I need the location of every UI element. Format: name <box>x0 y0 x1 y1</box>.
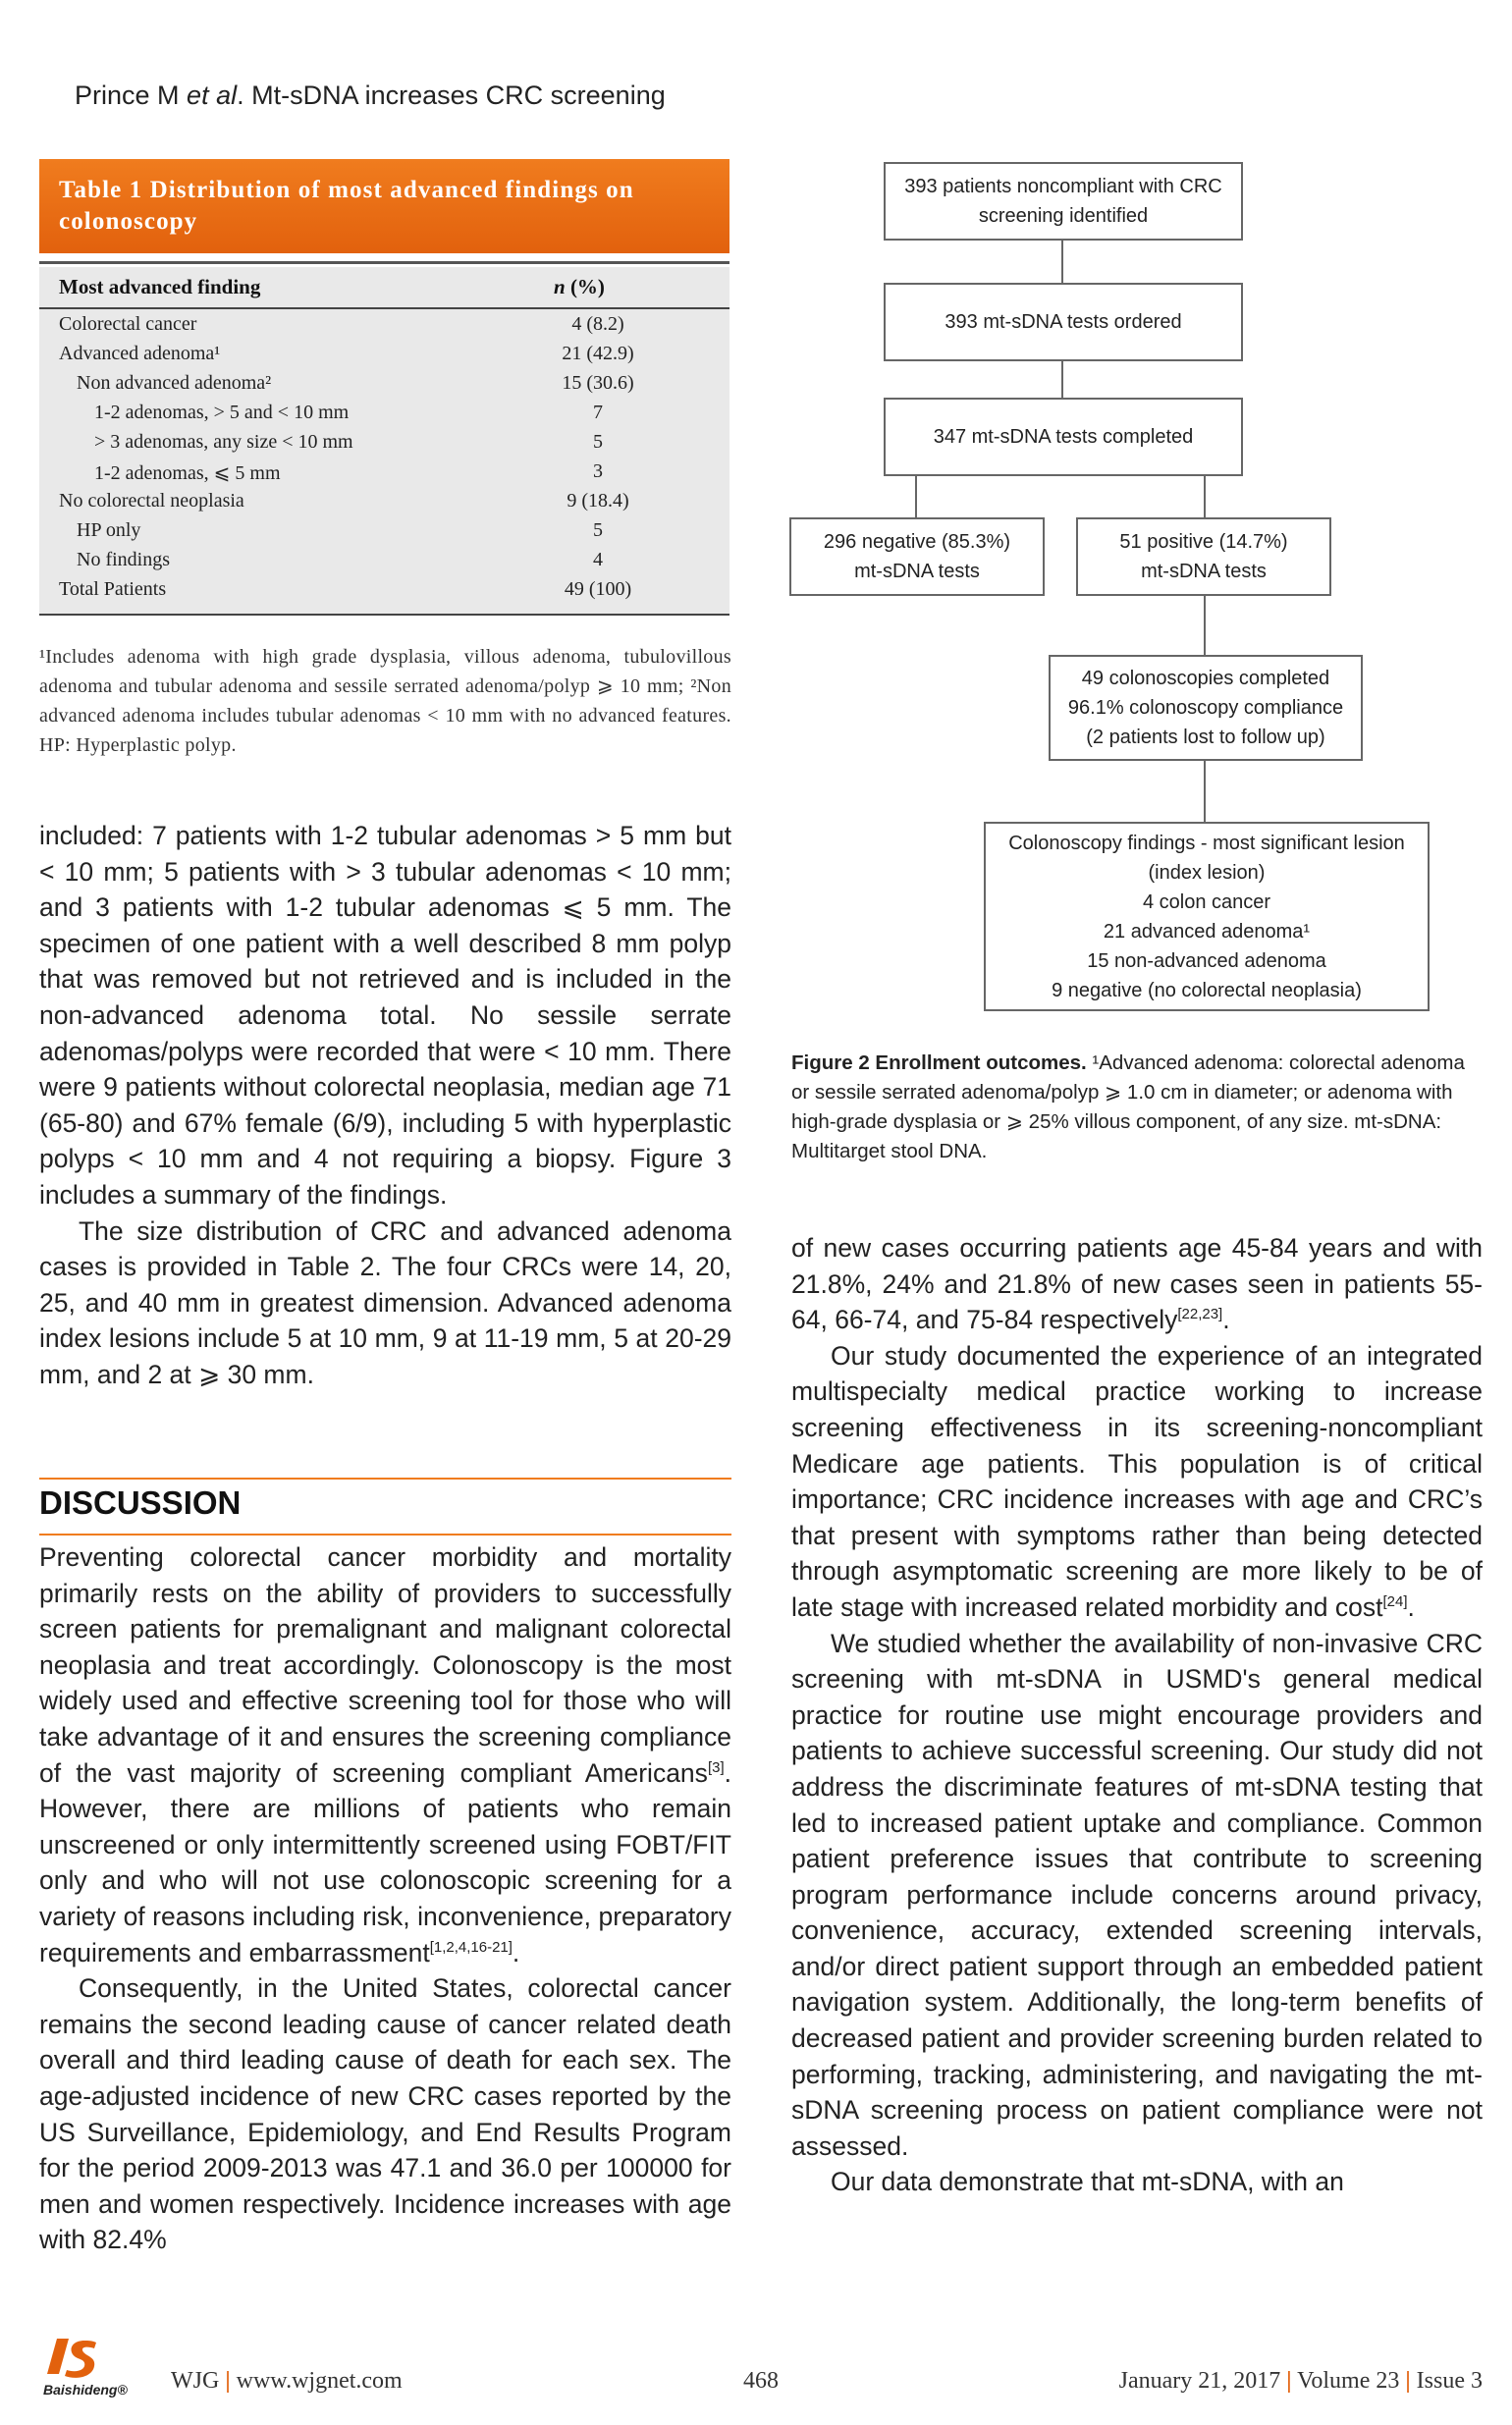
paragraph: Consequently, in the United States, colorectal cancer remains the second leading cause of cancer related death overall and third leading cause of death for each sex. The age-adjusted incidence of new CRC cases reported by the US Surveillance, Epidemiology, and End Results Program for the period 2009-2013 was 47.1 and 36.0 per 100000 for men and women respectively. Incidence increases with age with 82.4% <box>39 1973 731 2255</box>
table-title: Table 1 Distribution of most advanced findings on colonoscopy <box>59 177 634 235</box>
footer-separator: | <box>1286 2368 1292 2394</box>
paragraph: Our data demonstrate that mt-sDNA, with an <box>831 2167 1344 2197</box>
paragraph-text: of new cases occurring patients age 45-84 years and with 21.8%, 24% and 21.8% of new cases seen in patients 55-64, 66-74, and 75-84 respectively <box>791 1233 1483 1335</box>
flow-text: screening identified <box>978 205 1149 227</box>
table-footnote: ¹Includes adenoma with high grade dysplasia, villous adenoma, tubulovillous adenoma and tubular adenoma and sessile serrated adenoma/polyp ⩾ 10 mm; ²Non advanced adenoma includes tubular adenomas < 10 mm with no advanced features. HP: Hyperplastic polyp. <box>39 646 731 756</box>
flow-connector <box>1204 596 1206 655</box>
table-row-label: 1-2 adenomas, > 5 and < 10 mm <box>94 402 350 423</box>
table-row-label: > 3 adenomas, any size < 10 mm <box>94 431 353 453</box>
table-row-value: 3 <box>593 460 603 482</box>
paragraph: We studied whether the availability of non-invasive CRC screening with mt-sDNA in USMD's general medical practice for routine use might encourage providers and patients to achieve successful screening. Our study did not address the discriminate features of mt-sDNA testing that led to increased patient uptake and compliance. Common patient preference issues that contribute to screening program performance include concerns around privacy, convenience, accuracy, extended screening intervals, and/or direct patient support through an embedded patient navigation system. Additionally, the long-term benefits of decreased patient and provider screening burden related to performing, tracking, administering, and navigating the mt-sDNA screening process on patient compliance were not assessed. <box>791 1628 1483 2161</box>
figure-caption <box>791 1049 1479 1166</box>
table-row-label: HP only <box>77 519 141 541</box>
table-header-n-italic: n <box>554 275 566 298</box>
flow-box-negative <box>789 517 1045 596</box>
flow-text: 21 advanced adenoma¹ <box>1103 920 1311 943</box>
paragraph <box>39 1539 731 1970</box>
section-rule <box>39 1534 731 1536</box>
footer-url[interactable]: www.wjgnet.com <box>236 2368 403 2394</box>
flow-box-findings <box>984 822 1430 1011</box>
footer-journal <box>171 2368 403 2395</box>
footer-journal-name: WJG <box>171 2368 220 2394</box>
flow-connector <box>1061 241 1063 283</box>
flow-connector <box>915 476 917 517</box>
flow-text: 393 mt-sDNA tests ordered <box>945 311 1182 333</box>
flow-text: mt-sDNA tests <box>854 561 980 582</box>
citation: [24] <box>1382 1593 1408 1611</box>
paragraph-text: Our study documented the experience of an integrated multispecialty medical practice working to increase screening effectiveness in its screening-noncompliant Medicare age patients. This population is of critical importance; CRC incidence increases with age and CRC’s that present with symptoms rather than being detected through asymptomatic screening are more likely to be of late stage with increased related morbidity and cost <box>791 1340 1483 1622</box>
table-row-label: 1-2 adenomas, ⩽ 5 mm <box>94 462 281 484</box>
figure-caption-label: Figure 2 Enrollment outcomes. <box>791 1051 1087 1074</box>
left-column-discussion <box>39 1539 731 2258</box>
table-row-value: 21 (42.9) <box>562 343 634 364</box>
running-head <box>75 81 666 111</box>
paragraph-text: . <box>1222 1305 1230 1335</box>
running-head-authors: Prince M <box>75 81 180 110</box>
paragraph <box>791 1230 1483 1338</box>
table-header-finding: Most advanced finding <box>59 275 261 298</box>
footer-volume: Volume 23 <box>1297 2368 1400 2394</box>
footer-separator: | <box>1405 2368 1411 2394</box>
flow-connector <box>1061 361 1063 398</box>
flow-box-colonoscopies <box>1049 655 1363 761</box>
section-rule <box>39 1478 731 1480</box>
table-divider <box>39 307 729 309</box>
table-header-n <box>554 275 605 299</box>
flow-box-identified <box>884 162 1243 241</box>
flow-text: mt-sDNA tests <box>1141 561 1267 582</box>
table-divider <box>39 261 729 264</box>
flow-text: (index lesion) <box>1148 861 1266 884</box>
flow-text: 15 non-advanced adenoma <box>1087 949 1326 972</box>
table-row-label: Total Patients <box>59 578 167 600</box>
footer-issue: Issue 3 <box>1416 2368 1483 2394</box>
table-header-n-rest: (%) <box>565 275 605 298</box>
flow-text: 9 negative (no colorectal neoplasia) <box>1052 979 1362 1001</box>
paragraph: The size distribution of CRC and advanced adenoma cases is provided in Table 2. The four CRCs were 14, 20, 25, and 40 mm in greatest dimension. Advanced adenoma index lesions include 5 at 10 mm, 9 at 11-19 mm, 5 at 20-29 mm, and 2 at ⩾ 30 mm. <box>39 1215 731 1389</box>
flow-text: 96.1% colonoscopy compliance <box>1067 697 1344 719</box>
table-row-value: 4 (8.2) <box>571 313 624 335</box>
table-row-label: Non advanced adenoma² <box>77 372 272 394</box>
table-row-value: 7 <box>593 402 603 423</box>
paragraph-text: . <box>1407 1591 1415 1622</box>
paragraph <box>791 1338 1483 1626</box>
table-row-value: 5 <box>593 519 603 541</box>
paragraph-text: . However, there are millions of patients who remain unscreened or only intermittently screened using FOBT/FIT only and who will not use colonoscopic screening for a variety of reasons including risk, inconvenience, preparatory requirements and embarrassment <box>39 1757 731 1967</box>
table-row-value: 4 <box>593 549 603 570</box>
flow-text: Colonoscopy findings - most significant lesion <box>1008 832 1405 854</box>
flow-text: 4 colon cancer <box>1142 890 1271 913</box>
citation: [1,2,4,16-21] <box>429 1938 513 1956</box>
publisher-logo <box>39 2335 137 2403</box>
table-row-label: Colorectal cancer <box>59 313 197 335</box>
paragraph-text: . <box>512 1937 520 1967</box>
citation: [3] <box>707 1758 725 1776</box>
publisher-logo-text: Baishideng® <box>43 2382 128 2398</box>
flow-text: 393 patients noncompliant with CRC <box>904 176 1222 197</box>
footer-separator: | <box>225 2368 231 2394</box>
table-row-value: 15 (30.6) <box>562 372 634 394</box>
figure-caption-text: ¹Advanced adenoma: colorectal adenoma or sessile serrated adenoma/polyp ⩾ 1.0 cm in diameter; or adenoma with high-grade dysplasia or ⩾ 25% villous component, of any size. mt-sDNA: Multitarget stool DNA. <box>791 1051 1465 1162</box>
right-column <box>791 1230 1483 2200</box>
flow-text: 49 colonoscopies completed <box>1081 668 1330 689</box>
flow-box-positive <box>1076 517 1331 596</box>
flow-text: (2 patients lost to follow up) <box>1086 727 1325 748</box>
table-row-value: 49 (100) <box>564 578 632 600</box>
paragraph-text: Preventing colorectal cancer morbidity and mortality primarily rests on the ability of providers to successfully screen patients for premalignant and malignant colorectal neoplasia and treat accordingly. Colonoscopy is the most widely used and effective screening tool for those who will take advantage of it and ensures the screening compliance of the vast majority of screening compliant Americans <box>39 1542 731 1788</box>
table-row-value: 9 (18.4) <box>567 490 629 512</box>
table-row-label: Advanced adenoma¹ <box>59 343 221 364</box>
flow-connector <box>1204 476 1206 517</box>
table-row-label: No findings <box>77 549 170 570</box>
table-body <box>39 267 729 614</box>
flow-box-ordered <box>884 283 1243 361</box>
footer-date: January 21, 2017 <box>1118 2368 1281 2394</box>
flow-text: 296 negative (85.3%) <box>823 531 1011 553</box>
page-number: 468 <box>743 2368 779 2394</box>
running-head-etal: et al <box>187 81 238 110</box>
citation: [22,23] <box>1177 1306 1223 1323</box>
flow-connector <box>1204 761 1206 822</box>
flow-box-completed <box>884 398 1243 476</box>
flow-text: 51 positive (14.7%) <box>1119 531 1288 553</box>
table-divider <box>39 614 729 616</box>
paragraph: included: 7 patients with 1-2 tubular adenomas > 5 mm but < 10 mm; 5 patients with > 3 tubular adenomas < 10 mm; and 3 patients with 1-2 tubular adenomas ⩽ 5 mm. The specimen of one patient with a well described 8 mm polyp that was removed but not retrieved and is included in the non-advanced adenoma total. No sessile serrate adenomas/polyps were recorded that were < 10 mm. There were 9 patients without colorectal neoplasia, median age 71 (65-80) and 67% female (6/9), including 5 with hyperplastic polyps < 10 mm and 4 not requiring a biopsy. Figure 3 includes a summary of the findings. <box>39 821 731 1210</box>
running-head-title: . Mt-sDNA increases CRC screening <box>237 81 666 110</box>
table-row-label: No colorectal neoplasia <box>59 490 244 512</box>
footer-issue-info <box>1119 2368 1483 2395</box>
section-heading-discussion: DISCUSSION <box>39 1484 242 1521</box>
flow-text: 347 mt-sDNA tests completed <box>933 426 1194 448</box>
table-row-value: 5 <box>593 431 603 453</box>
left-column-results <box>39 818 731 1393</box>
